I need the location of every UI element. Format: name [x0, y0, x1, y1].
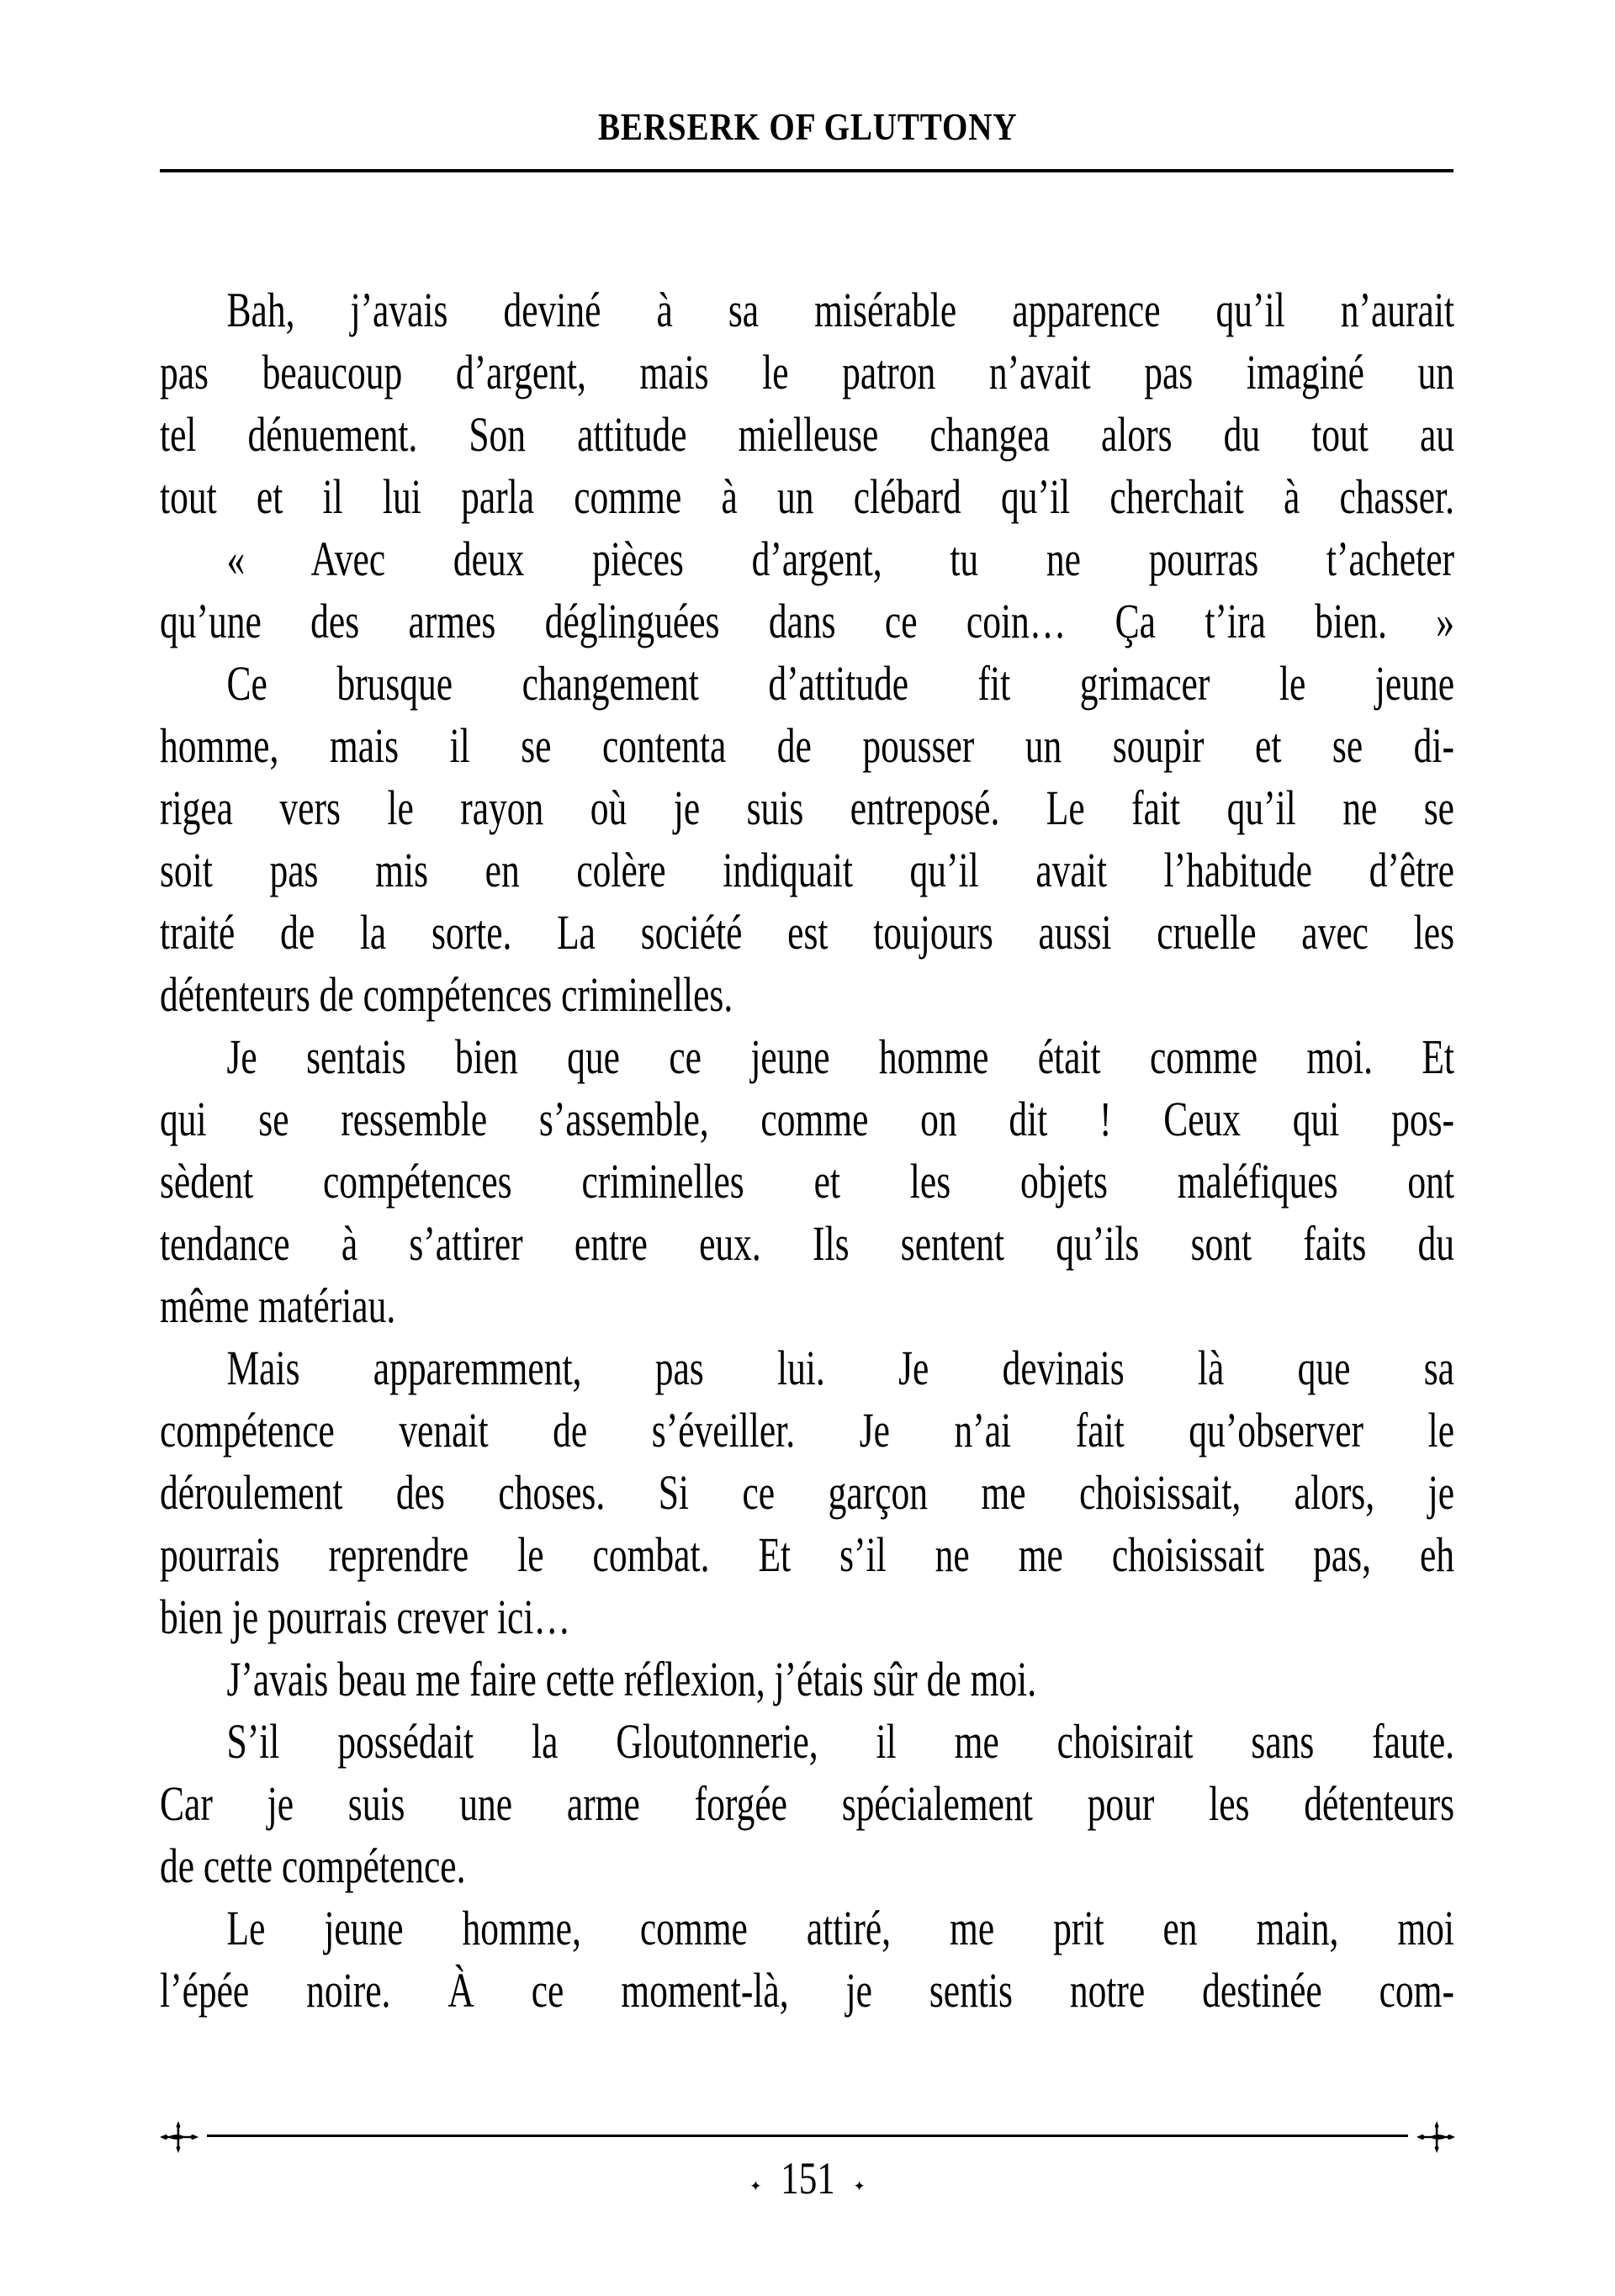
body-text-block: [160, 279, 1454, 2022]
body-line: détenteurs de compétences criminelles.: [160, 967, 733, 1022]
body-line: soit pas mis en colère indiquait qu’il avait l’habitude d’être: [160, 843, 1454, 897]
body-line: bien je pourrais crever ici…: [160, 1590, 570, 1644]
body-line: « Avec deux pièces d’argent, tu ne pourras t’acheter: [226, 532, 1454, 586]
page-number-line: [0, 2155, 1615, 2207]
body-line: Mais apparemment, pas lui. Je devinais là que sa: [226, 1341, 1454, 1395]
body-line: de cette compétence.: [160, 1838, 466, 1893]
body-line: tendance à s’attirer entre eux. Ils sentent qu’ils sont faits du: [160, 1216, 1454, 1271]
body-line: sèdent compétences criminelles et les objets maléfiques ont: [160, 1154, 1454, 1209]
diamond-bullet-icon: ✦: [749, 2177, 762, 2195]
body-line: pourrais reprendre le combat. Et s’il ne me choisissait pas, eh: [160, 1527, 1454, 1582]
cross-fleuron-icon: [1416, 2120, 1456, 2154]
body-line: compétence venait de s’éveiller. Je n’ai fait qu’observer le: [160, 1403, 1454, 1457]
running-header-text: BERSERK OF GLUTTONY: [597, 105, 1018, 148]
body-line: Je sentais bien que ce jeune homme était comme moi. Et: [226, 1029, 1454, 1084]
body-line: Le jeune homme, comme attiré, me prit en main, moi: [226, 1901, 1454, 1955]
body-line: rigea vers le rayon où je suis entreposé. Le fait qu’il ne se: [160, 780, 1454, 835]
body-line: qu’une des armes déglinguées dans ce coin… Ça t’ira bien. »: [160, 594, 1454, 648]
diamond-bullet-icon: ✦: [853, 2177, 866, 2195]
running-header-title: [0, 105, 1615, 148]
body-line: même matériau.: [160, 1278, 396, 1333]
body-line: tel dénuement. Son attitude mielleuse changea alors du tout au: [160, 407, 1454, 462]
body-line: traité de la sorte. La société est toujours aussi cruelle avec les: [160, 905, 1454, 960]
body-line: Bah, j’avais deviné à sa misérable apparence qu’il n’aurait: [226, 283, 1454, 337]
body-line: déroulement des choses. Si ce garçon me choisissait, alors, je: [160, 1465, 1454, 1520]
footer-rule: [207, 2135, 1408, 2137]
body-line: l’épée noire. À ce moment-là, je sentis notre destinée com-: [160, 1963, 1454, 2018]
cross-fleuron-icon: [159, 2120, 199, 2154]
body-line: qui se ressemble s’assemble, comme on dit ! Ceux qui pos-: [160, 1092, 1454, 1146]
body-line: J’avais beau me faire cette réflexion, j’étais sûr de moi.: [226, 1652, 1037, 1706]
body-line: pas beaucoup d’argent, mais le patron n’avait pas imaginé un: [160, 345, 1454, 399]
body-line: Car je suis une arme forgée spécialement pour les détenteurs: [160, 1776, 1454, 1831]
body-line: S’il possédait la Gloutonnerie, il me choisirait sans faute.: [226, 1714, 1454, 1769]
body-line: Ce brusque changement d’attitude fit grimacer le jeune: [226, 656, 1454, 711]
page-number: 151: [780, 2153, 835, 2203]
body-line: homme, mais il se contenta de pousser un soupir et se di-: [160, 718, 1454, 773]
header-rule: [160, 169, 1454, 172]
body-line: tout et il lui parla comme à un clébard qu’il cherchait à chasser.: [160, 469, 1454, 524]
